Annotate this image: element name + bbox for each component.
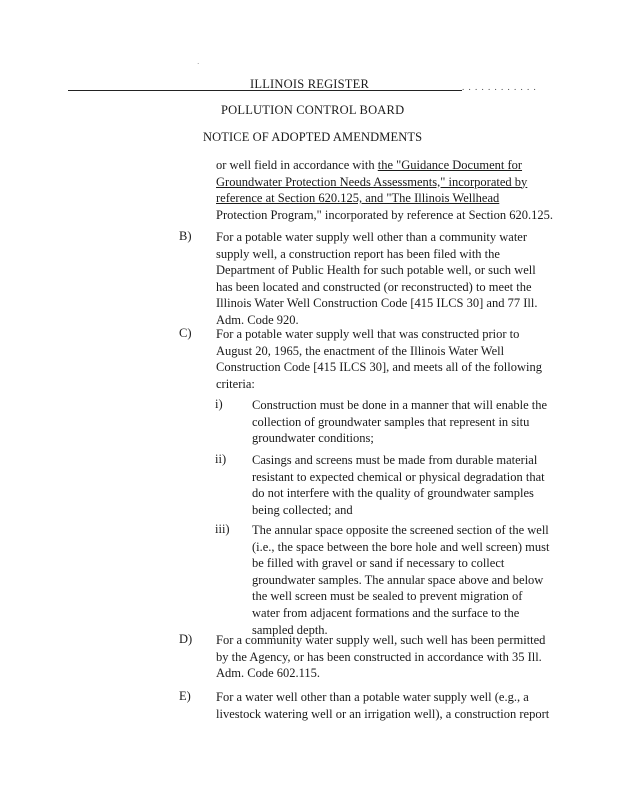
paragraph-line: Casings and screens must be made from durable material bbox=[252, 453, 538, 467]
paragraph-line: collection of groundwater samples that represent in situ bbox=[252, 414, 530, 429]
item-e-text bbox=[216, 689, 549, 722]
paragraph-line: For a potable water supply well that was constructed prior to bbox=[216, 327, 520, 341]
continuation-paragraph bbox=[216, 157, 553, 223]
notice-title: NOTICE OF ADOPTED AMENDMENTS bbox=[203, 130, 423, 144]
paragraph-line: being collected; and bbox=[252, 502, 353, 517]
subitem-label: iii) bbox=[215, 522, 230, 536]
subitem-ii-text bbox=[252, 452, 545, 518]
paragraph-line: resistant to expected chemical or physical degradation that bbox=[252, 469, 545, 484]
paragraph-line: Adm. Code 602.115. bbox=[216, 666, 321, 681]
paragraph-line: Construction Code [415 ILCS 30], and meets all of the following bbox=[216, 360, 542, 375]
subitem-i-text bbox=[252, 397, 547, 447]
paragraph-line: groundwater samples. The annular space above and below bbox=[252, 572, 544, 587]
paragraph-line: For a potable water supply well other than a community water bbox=[216, 230, 528, 244]
item-label: E) bbox=[179, 689, 191, 703]
subitem-iii-text bbox=[252, 522, 549, 638]
paragraph-line: the well screen must be sealed to prevent migration of bbox=[252, 589, 523, 604]
paragraph-line: criteria: bbox=[216, 376, 255, 391]
register-title: ILLINOIS REGISTER bbox=[250, 77, 370, 91]
paragraph-line: water from adjacent formations and the surface to the bbox=[252, 605, 520, 620]
paragraph-line: August 20, 1965, the enactment of the Illinois Water Well bbox=[216, 343, 505, 358]
header-rule-dots: . . . . . . . . . . . . bbox=[462, 82, 537, 92]
item-label: D) bbox=[179, 632, 193, 646]
paragraph-line: do not interfere with the quality of groundwater samples bbox=[252, 486, 534, 501]
margin-mark: · bbox=[197, 60, 200, 68]
paragraph-line: (i.e., the space between the bore hole and well screen) must bbox=[252, 539, 550, 554]
item-label: C) bbox=[179, 326, 192, 340]
paragraph-line: livestock watering well or an irrigation well), a construction report bbox=[216, 706, 550, 721]
paragraph-line: Protection Program," incorporated by reference at Section 620.125. bbox=[216, 207, 553, 222]
paragraph-line: Department of Public Health for such potable well, or such well bbox=[216, 263, 536, 278]
paragraph-line: For a water well other than a potable water supply well (e.g., a bbox=[216, 690, 529, 704]
paragraph-line: groundwater conditions; bbox=[252, 431, 374, 446]
paragraph-line: reference at Section 620.125, and "The Illinois Wellhead bbox=[216, 191, 500, 206]
item-d-text bbox=[216, 632, 545, 682]
paragraph-line: supply well, a construction report has been filed with the bbox=[216, 246, 500, 261]
item-label: B) bbox=[179, 229, 192, 243]
item-b-text bbox=[216, 229, 537, 329]
subitem-label: i) bbox=[215, 397, 223, 411]
paragraph-line: has been located and constructed (or reconstructed) to meet the bbox=[216, 279, 532, 294]
subitem-label: ii) bbox=[215, 452, 227, 466]
paragraph-line: For a community water supply well, such well has been permitted bbox=[216, 633, 546, 647]
paragraph-line: The annular space opposite the screened section of the well bbox=[252, 523, 549, 537]
header-rule bbox=[68, 90, 462, 91]
paragraph-line: Groundwater Protection Needs Assessments," incorporated by bbox=[216, 174, 528, 189]
paragraph-line: or well field in accordance with the "Guidance Document for bbox=[216, 158, 523, 172]
paragraph-line: sampled depth. bbox=[252, 622, 328, 637]
paragraph-line: be filled with gravel or sand if necessary to collect bbox=[252, 556, 505, 571]
item-c-text bbox=[216, 326, 542, 392]
paragraph-line: by the Agency, or has been constructed in accordance with 35 Ill. bbox=[216, 649, 542, 664]
paragraph-line: Illinois Water Well Construction Code [415 ILCS 30] and 77 Ill. bbox=[216, 296, 538, 311]
paragraph-line: Adm. Code 920. bbox=[216, 312, 299, 327]
paragraph-line: Construction must be done in a manner that will enable the bbox=[252, 398, 548, 412]
agency-name: POLLUTION CONTROL BOARD bbox=[221, 103, 405, 117]
